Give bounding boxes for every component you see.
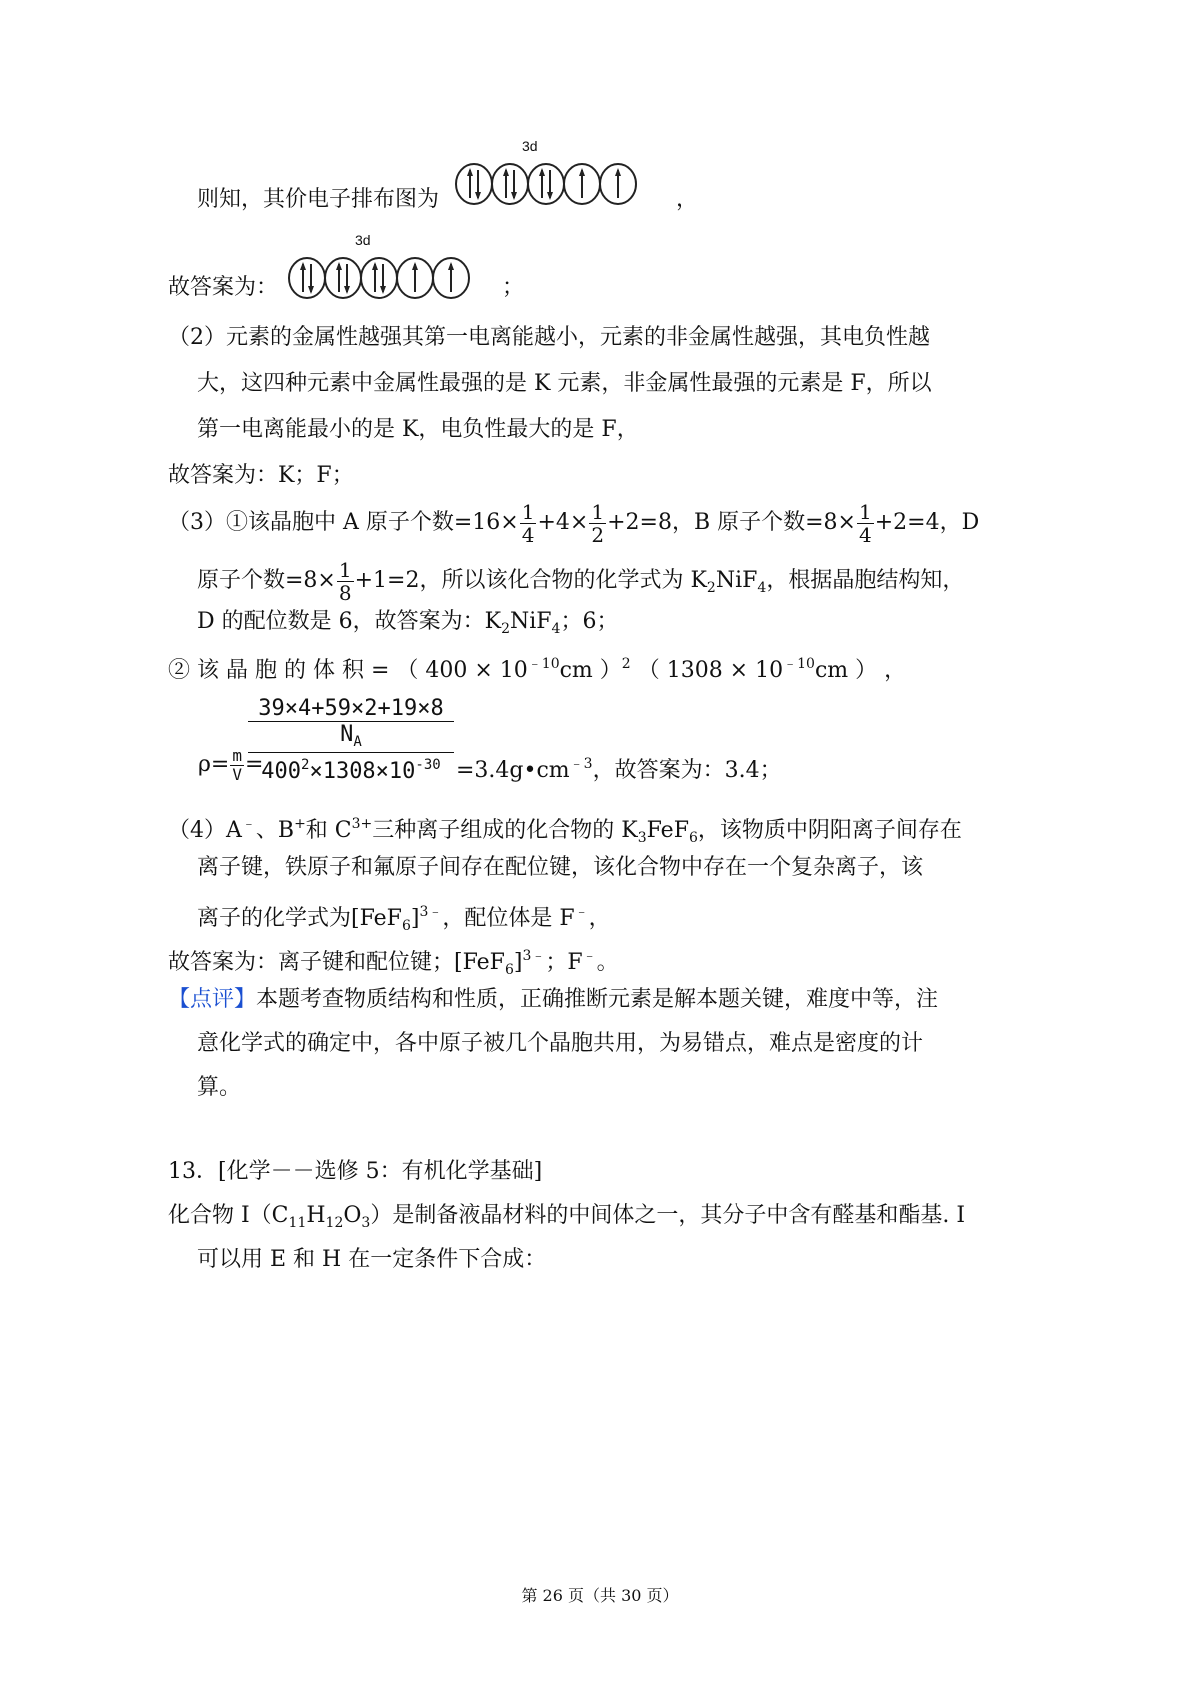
fraction-1-4 <box>857 501 874 546</box>
text: ×1308×10 <box>309 759 416 784</box>
orbital-label: 3d <box>522 138 538 154</box>
question-13-line-2 <box>197 1244 546 1276</box>
text: 三种离子组成的化合物的 K <box>372 818 638 843</box>
text: 本题考查物质结构和性质，正确推断元素是解本题关键，难度中等，注 <box>256 987 939 1012</box>
text: ；6； <box>560 609 619 634</box>
text: 则知，其价电子排布图为 <box>197 187 440 212</box>
superscript: 2 <box>621 656 631 672</box>
fraction-m-over-v <box>230 747 244 784</box>
density-fraction <box>248 696 454 784</box>
orbital-diagram-1 <box>452 138 662 212</box>
superscript: 3﹣ <box>419 904 443 920</box>
text: O <box>343 1203 362 1228</box>
text: ）是制备液晶材料的中间体之一，其分子中含有醛基和酯基. I <box>370 1203 966 1228</box>
text: cm ） <box>559 658 622 683</box>
subscript: 3 <box>637 830 647 846</box>
superscript: ﹣ <box>574 904 589 920</box>
review-line-1 <box>168 984 938 1016</box>
denominator: V <box>232 764 243 784</box>
subscript: 12 <box>325 1215 344 1231</box>
text: ； <box>502 275 525 300</box>
text: ，根据晶胞结构知， <box>766 568 965 593</box>
superscript: ﹣10 <box>527 656 560 672</box>
review-line-2 <box>197 1028 923 1060</box>
subscript: 2 <box>501 621 510 637</box>
para-4-line-1 <box>168 808 962 854</box>
page-number: 第 26 页（共 30 页） <box>521 1586 679 1605</box>
text: （2）元素的金属性越强其第一电离能越小，元素的非金属性越强，其电负性越 <box>168 325 930 350</box>
para-2-line-1 <box>168 322 930 354</box>
3d-orbital-boxes <box>285 252 495 304</box>
para-3-line-1 <box>168 498 979 548</box>
text: 故答案为：离子键和配位键；[FeF <box>168 950 505 975</box>
text: ， <box>676 187 699 212</box>
numerator: 1 <box>591 499 605 524</box>
fraction-1-4 <box>520 501 537 546</box>
text: N <box>340 722 354 747</box>
rho-result <box>456 748 782 787</box>
text: 离子键，铁原子和氟原子间存在配位键，该化合物中存在一个复杂离子，该 <box>197 855 924 880</box>
para-3-line-4 <box>168 648 906 687</box>
para-2-line-3 <box>197 414 639 446</box>
text: 、B <box>255 818 295 843</box>
subscript: A <box>353 734 362 750</box>
text: 13．[化学－－选修 5：有机化学基础] <box>168 1159 543 1184</box>
denominator: 4 <box>521 522 535 547</box>
para-3-line-3 <box>197 606 618 645</box>
fraction-1-8 <box>337 559 354 604</box>
numerator: 1 <box>858 499 872 524</box>
text: ] <box>410 906 420 931</box>
3d-orbital-boxes <box>452 158 662 210</box>
text: 故答案为： <box>168 275 279 300</box>
subscript: 2 <box>706 580 716 596</box>
text: ，故答案为：3.4； <box>592 758 782 783</box>
text: ρ= <box>198 752 230 777</box>
text: 大，这四种元素中金属性最强的是 K 元素，非金属性最强的元素是 F，所以 <box>197 371 932 396</box>
orbital-label: 3d <box>355 232 371 248</box>
superscript: 3﹣ <box>522 948 546 964</box>
text-line <box>197 184 439 216</box>
subscript: 6 <box>401 918 411 934</box>
subscript: 4 <box>757 580 767 596</box>
numerator: 1 <box>338 557 352 582</box>
text: 离子的化学式为[FeF <box>197 906 402 931</box>
text: 算。 <box>197 1075 242 1100</box>
text: = <box>245 752 264 777</box>
para-2-line-2 <box>197 368 932 400</box>
answer-line <box>168 940 619 986</box>
para-4-line-2 <box>197 852 923 884</box>
avogadro <box>248 722 454 750</box>
density-denominator <box>248 753 454 784</box>
text: =3.4g•cm <box>456 758 570 783</box>
text: 原子个数=8× <box>197 568 336 593</box>
text: ，该物质中阴阳离子间存在 <box>697 818 962 843</box>
mass-sum: 39×4+59×2+19×8 <box>248 696 454 722</box>
text: 意化学式的确定中，各中原子被几个晶胞共用，为易错点，难点是密度的计 <box>197 1031 924 1056</box>
superscript: ﹣3 <box>569 756 593 772</box>
numerator: m <box>232 745 243 765</box>
superscript: ﹣10 <box>783 656 815 672</box>
para-4-line-3 <box>197 896 611 942</box>
text: 化合物 I（C <box>168 1203 289 1228</box>
numerator: 1 <box>521 499 535 524</box>
text: D 的配位数是 6，故答案为：K <box>197 609 502 634</box>
text: ；F <box>545 950 583 975</box>
question-13-line-1 <box>168 1200 965 1239</box>
text: 第一电离能最小的是 K，电负性最大的是 F， <box>197 417 639 442</box>
text-line <box>502 272 524 304</box>
text: NiF <box>509 609 552 634</box>
text: 。 <box>596 950 619 975</box>
orbital-diagram-2 <box>285 232 495 306</box>
subscript: 6 <box>688 830 698 846</box>
page-footer <box>0 1580 1200 1612</box>
text: 可以用 E 和 H 在一定条件下合成： <box>197 1247 547 1272</box>
text: （ 1308 × 10 <box>630 658 784 683</box>
review-tag: 【点评】 <box>168 987 257 1012</box>
text: +2=8，B 原子个数=8× <box>607 510 856 535</box>
superscript: ﹣ <box>241 816 256 832</box>
text: ，配位体是 F <box>442 906 575 931</box>
denominator: 4 <box>858 522 872 547</box>
para-3-line-2 <box>197 556 964 613</box>
text: ② 该 晶 胞 的 体 积 = （ 400 × 10 <box>168 658 528 683</box>
text-line <box>676 184 698 216</box>
subscript: 6 <box>504 962 514 978</box>
text: cm ） ， <box>814 658 907 683</box>
fraction-1-2 <box>589 501 606 546</box>
superscript: + <box>294 816 306 832</box>
denominator: 8 <box>338 580 352 605</box>
answer-line <box>168 272 278 304</box>
superscript: ﹣ <box>582 948 597 964</box>
text: NiF <box>715 568 758 593</box>
text: +1=2，所以该化合物的化学式为 K <box>354 568 707 593</box>
answer-line <box>168 460 354 492</box>
text: （3）①该晶胞中 A 原子个数=16× <box>168 510 519 535</box>
superscript: 3+ <box>351 816 373 832</box>
density-numerator <box>248 696 454 753</box>
text: ， <box>588 906 611 931</box>
text: 和 C <box>305 818 352 843</box>
review-line-3 <box>197 1072 241 1104</box>
text: +4× <box>537 510 589 535</box>
text: +2=4，D <box>874 510 980 535</box>
superscript: -30 <box>415 757 441 773</box>
text: ] <box>513 950 523 975</box>
subscript: 3 <box>361 1215 371 1231</box>
denominator: 2 <box>591 522 605 547</box>
text: FeF <box>646 818 689 843</box>
text: （4）A <box>168 818 242 843</box>
subscript: 4 <box>551 621 561 637</box>
text: 故答案为：K；F； <box>168 463 354 488</box>
text: H <box>306 1203 326 1228</box>
text: 400 <box>261 759 302 784</box>
subscript: 11 <box>288 1215 307 1231</box>
question-13-heading <box>168 1156 542 1188</box>
superscript: 2 <box>301 757 310 773</box>
